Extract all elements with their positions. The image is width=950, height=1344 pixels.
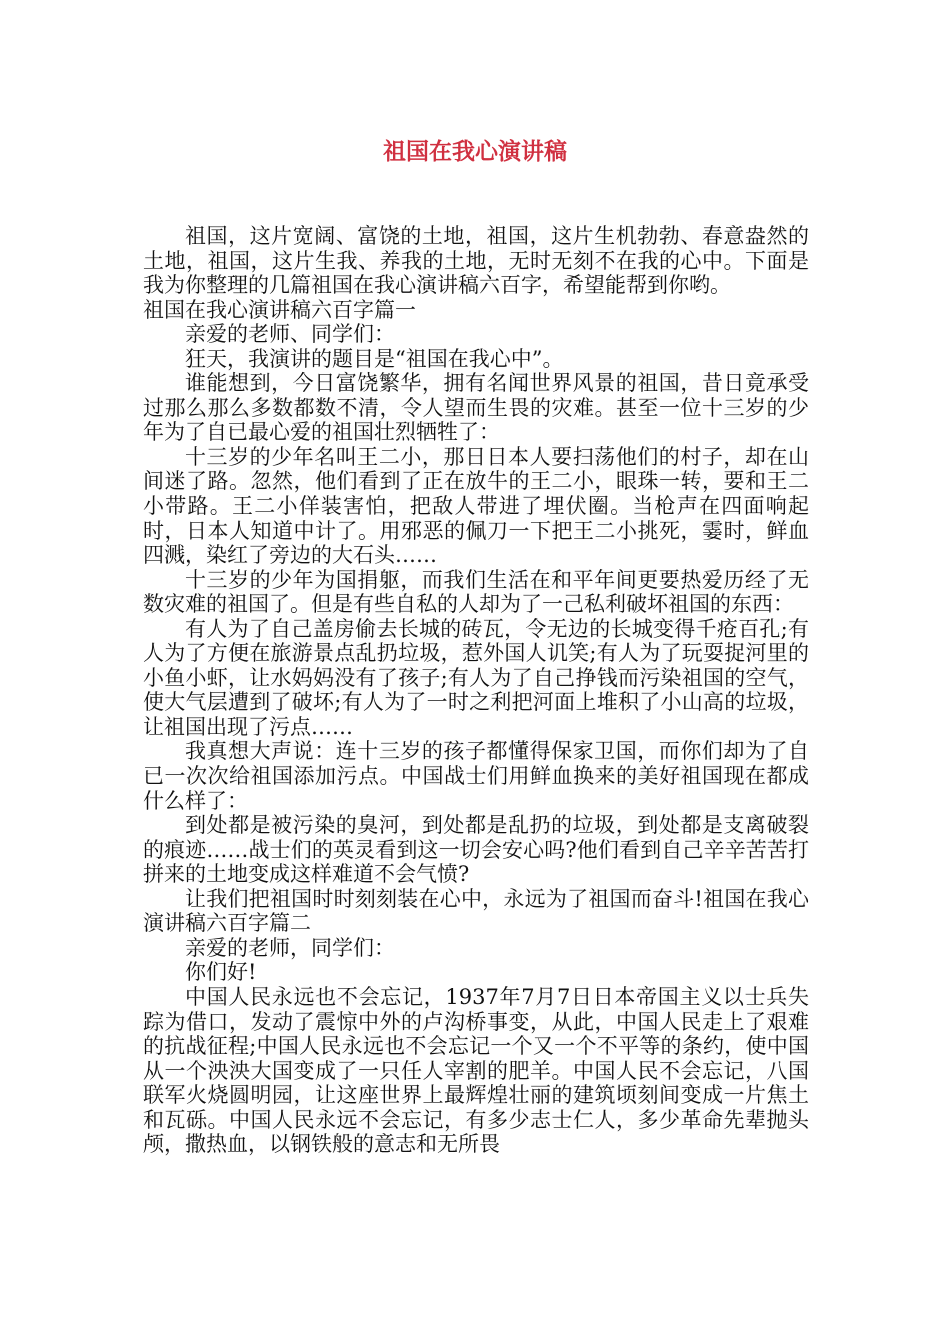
- document-body: [143, 224, 809, 1157]
- paragraph-greeting: 你们好!: [185, 960, 257, 985]
- paragraph: 我真想大声说：连十三岁的孩子都懂得保家卫国，而你们却为了自已一次次给祖国添加污点。中国战士们用鲜血换来的美好祖国现在都成什么样了：: [143, 739, 809, 813]
- paragraph-salutation: 亲爱的老师、同学们：: [185, 322, 395, 347]
- paragraph: 谁能想到，今日富饶繁华，拥有名闻世界风景的祖国，昔日竟承受过那么那么多数都数不清，令人望而生畏的灾难。甚至一位十三岁的少年为了自已最心爱的祖国壮烈牺牲了：: [143, 371, 809, 445]
- paragraph: 有人为了自己盖房偷去长城的砖瓦，令无边的长城变得千疮百孔;有人为了方便在旅游景点乱扔垃圾，惹外国人讥笑;有人为了玩耍捉河里的小鱼小虾，让水妈妈没有了孩子;有人为了自己挣钱而污染祖国的空气，使大气层遭到了破坏;有人为了一时之利把河面上堆积了小山高的垃圾，让祖国出现了污点……: [143, 616, 809, 739]
- paragraph: 十三岁的少年为国捐躯，而我们生活在和平年间更要热爱历经了无数灾难的祖国了。但是有些自私的人却为了一己私利破坏祖国的东西：: [143, 567, 809, 617]
- section-heading-one: 祖国在我心演讲稿六百字篇一: [143, 297, 416, 322]
- paragraph: 中国人民永远也不会忘记，1937年7月7日日本帝国主义以士兵失踪为借口，发动了震惊中外的卢沟桥事变，从此，中国人民走上了艰难的抗战征程;中国人民永远也不会忘记一个又一个不平等的条约，使中国从一个泱泱大国变成了一只任人宰割的肥羊。中国人民不会忘记，八国联军火烧圆明园，让这座世界上最辉煌壮丽的建筑顷刻间变成一片焦土和瓦砾。中国人民永远不会忘记，有多少志士仁人，多少革命先辈抛头颅，撒热血，以钢铁般的意志和无所畏: [143, 984, 809, 1157]
- paragraph-salutation: 亲爱的老师，同学们：: [185, 935, 395, 960]
- paragraph: 十三岁的少年名叫王二小，那日日本人要扫荡他们的村子，却在山间迷了路。忽然，他们看到了正在放牛的王二小，眼珠一转，要和王二小带路。王二小佯装害怕，把敌人带进了埋伏圈。当枪声在四面响起时，日本人知道中计了。用邪恶的佩刀一下把王二小挑死，霎时，鲜血四溅，染红了旁边的大石头……: [143, 444, 809, 568]
- paragraph: 到处都是被污染的臭河，到处都是乱扔的垃圾，到处都是支离破裂的痕迹……战士们的英灵看到这一切会安心吗?他们看到自己辛辛苦苦打拼来的土地变成这样难道不会气愤?: [143, 813, 809, 887]
- paragraph-intro: 祖国，这片宽阔、富饶的土地，祖国，这片生机勃勃、春意盎然的土地，祖国，这片生我、养我的土地，无时无刻不在我的心中。下面是我为你整理的几篇祖国在我心演讲稿六百字，希望能帮到你哟。: [143, 224, 809, 298]
- paragraph-topic: 狂天，我演讲的题目是“祖国在我心中”。: [185, 346, 564, 371]
- paragraph-with-section-heading-two: 让我们把祖国时时刻刻装在心中，永远为了祖国而奋斗!祖国在我心演讲稿六百字篇二: [143, 886, 809, 936]
- page-title: 祖国在我心演讲稿: [383, 139, 567, 165]
